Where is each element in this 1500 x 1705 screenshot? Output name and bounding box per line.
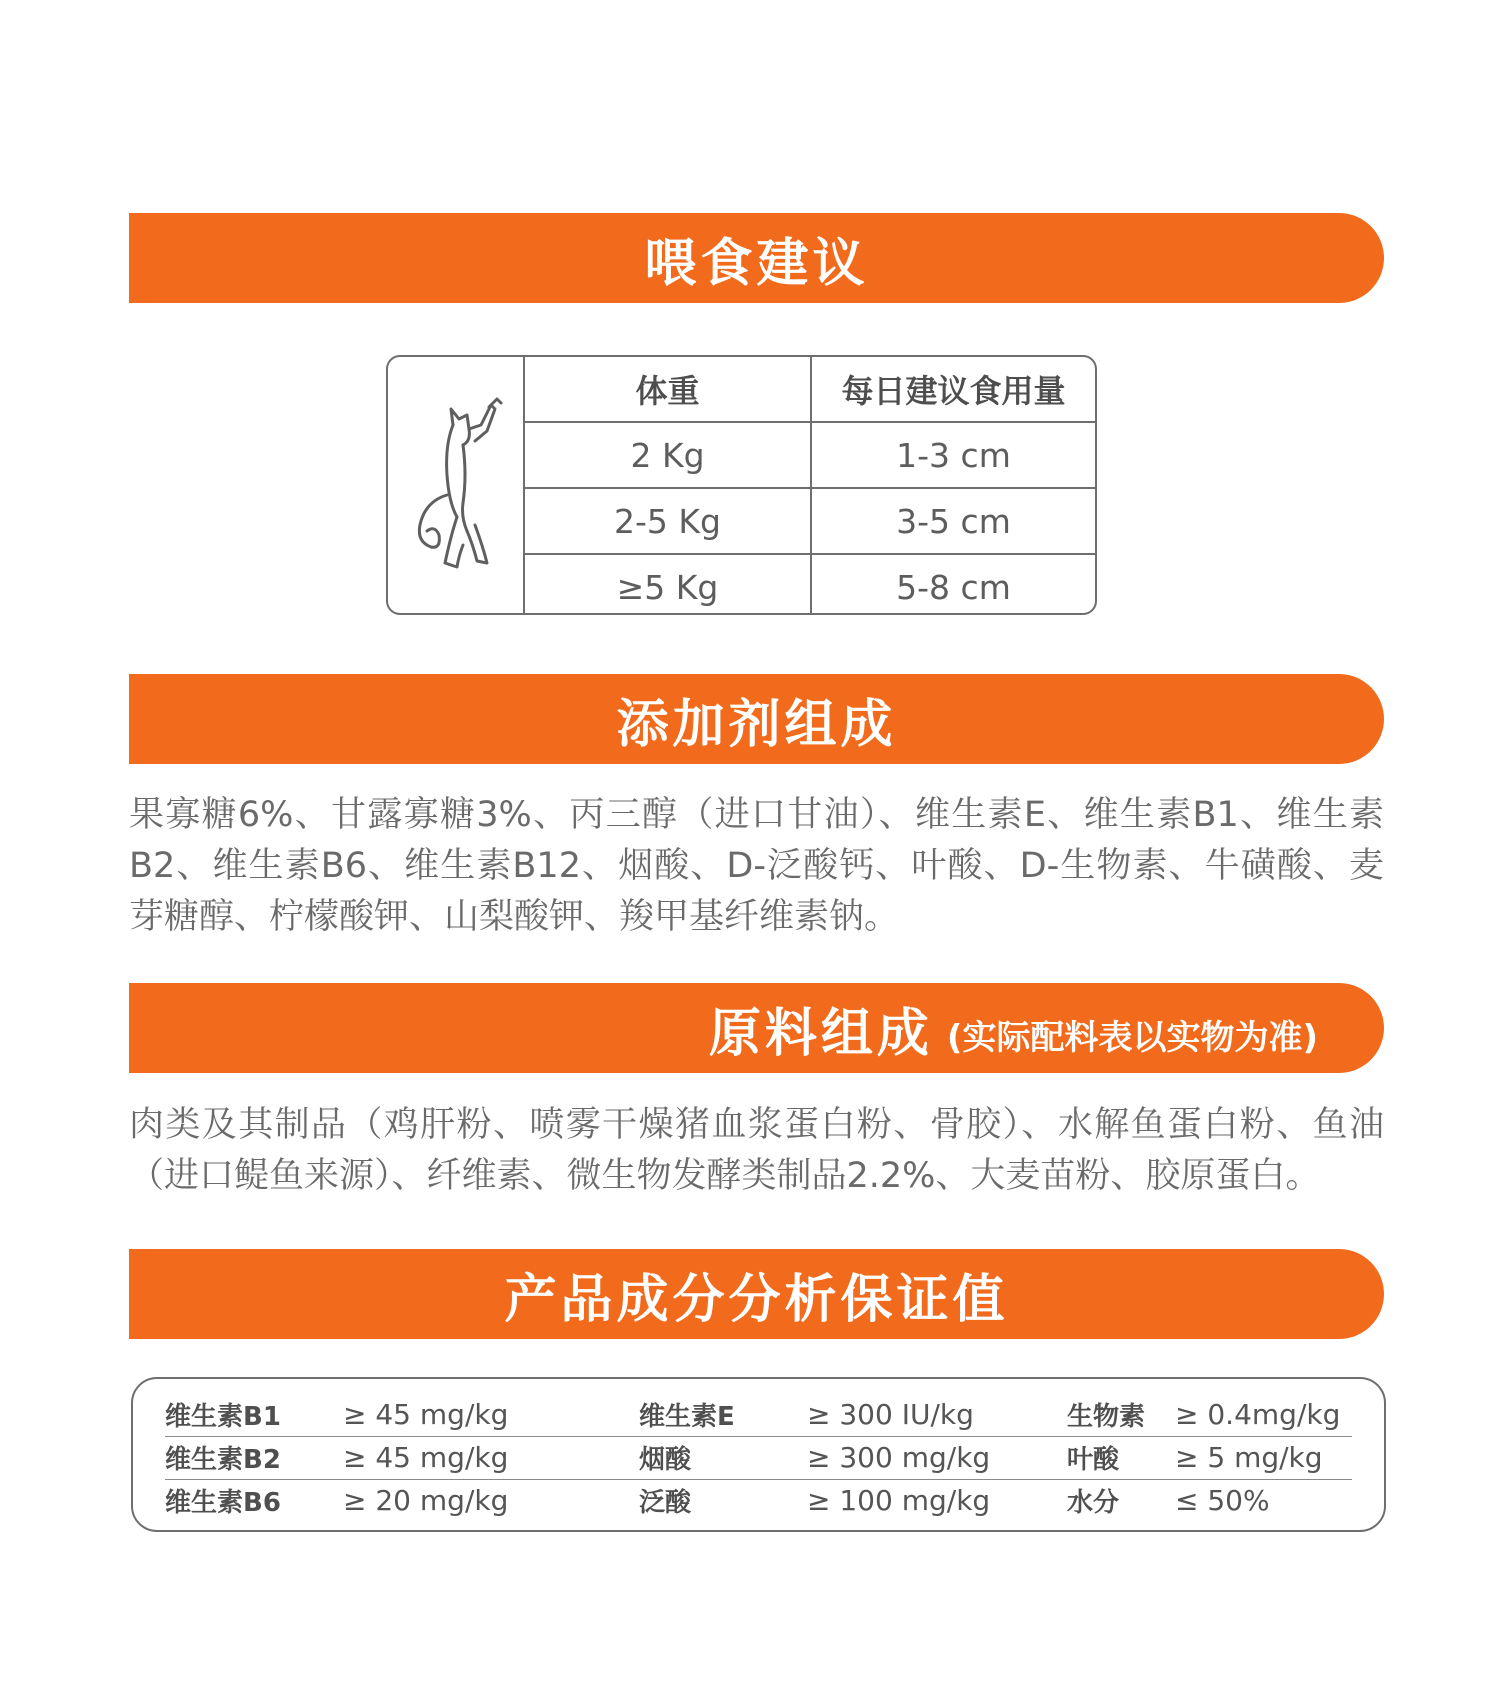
nutrient-value: ≥ 300 mg/kg (807, 1441, 991, 1474)
additives-text: 果寡糖6%、甘露寡糖3%、丙三醇（进口甘油）、维生素E、维生素B1、维生素B2、维生素B6、维生素B12、烟酸、D-泛酸钙、叶酸、D-生物素、牛磺酸、麦芽糖醇、柠檬酸钾、山梨酸钾、羧甲基纤维素钠。 (129, 795, 1384, 937)
feeding-header-row (525, 357, 1095, 422)
ingredients-subtitle: (实际配料表以实物为准) (946, 1017, 1318, 1058)
nutrient-name: 水分 (1067, 1488, 1120, 1518)
ingredients-title: 原料组成 (708, 1003, 933, 1064)
nutrient-value: ≥ 100 mg/kg (807, 1484, 991, 1517)
additives-title: 添加剂组成 (616, 694, 897, 755)
nutrient-value: ≥ 5 mg/kg (1175, 1441, 1323, 1474)
header-daily-amount: 每日建议食用量 (811, 357, 1095, 422)
nutrient-name: 维生素B1 (165, 1402, 281, 1432)
amount-cell: 1-3 cm (811, 422, 1095, 488)
header-weight: 体重 (525, 357, 811, 422)
table-row (525, 488, 1095, 554)
table-row (525, 554, 1095, 615)
table-row (165, 1479, 1352, 1522)
additives-section-header (129, 674, 1384, 764)
nutrient-value: ≥ 300 IU/kg (807, 1398, 974, 1431)
nutrient-name: 生物素 (1067, 1402, 1146, 1432)
analysis-table (131, 1377, 1386, 1532)
nutrient-value: ≥ 20 mg/kg (343, 1484, 509, 1517)
analysis-section-header (129, 1249, 1384, 1339)
ingredients-text: 肉类及其制品（鸡肝粉、喷雾干燥猪血浆蛋白粉、骨胶）、水解鱼蛋白粉、鱼油（进口鳀鱼来源）、纤维素、微生物发酵类制品2.2%、大麦苗粉、胶原蛋白。 (129, 1105, 1384, 1196)
amount-cell: 5-8 cm (896, 567, 1011, 607)
nutrient-name: 维生素B6 (165, 1488, 281, 1518)
table-row (525, 422, 1095, 488)
weight-cell: 2-5 Kg (525, 488, 811, 554)
nutrient-value: ≥ 0.4mg/kg (1175, 1398, 1341, 1431)
weight-cell: ≥5 Kg (525, 554, 811, 615)
amount-cell: 3-5 cm (811, 488, 1095, 554)
weight-cell: 2 Kg (525, 422, 811, 488)
nutrient-name: 维生素E (639, 1402, 735, 1432)
nutrient-name: 泛酸 (639, 1488, 692, 1518)
feeding-grid (525, 357, 1095, 615)
nutrient-name: 烟酸 (639, 1445, 692, 1475)
nutrient-value: ≥ 45 mg/kg (343, 1441, 509, 1474)
feeding-title: 喂食建议 (644, 233, 869, 294)
nutrient-name: 叶酸 (1067, 1445, 1120, 1475)
feeding-table (386, 355, 1097, 615)
nutrient-name: 维生素B2 (165, 1445, 281, 1475)
nutrient-value: ≥ 45 mg/kg (343, 1398, 509, 1431)
feeding-section-header (129, 213, 1384, 303)
table-row (165, 1436, 1352, 1480)
nutrient-value: ≤ 50% (1175, 1484, 1270, 1517)
analysis-title: 产品成分分析保证值 (504, 1269, 1009, 1330)
cat-standing-icon (401, 385, 511, 585)
table-row (165, 1393, 1352, 1437)
cat-cell (388, 357, 525, 613)
ingredients-section-header (129, 983, 1384, 1073)
